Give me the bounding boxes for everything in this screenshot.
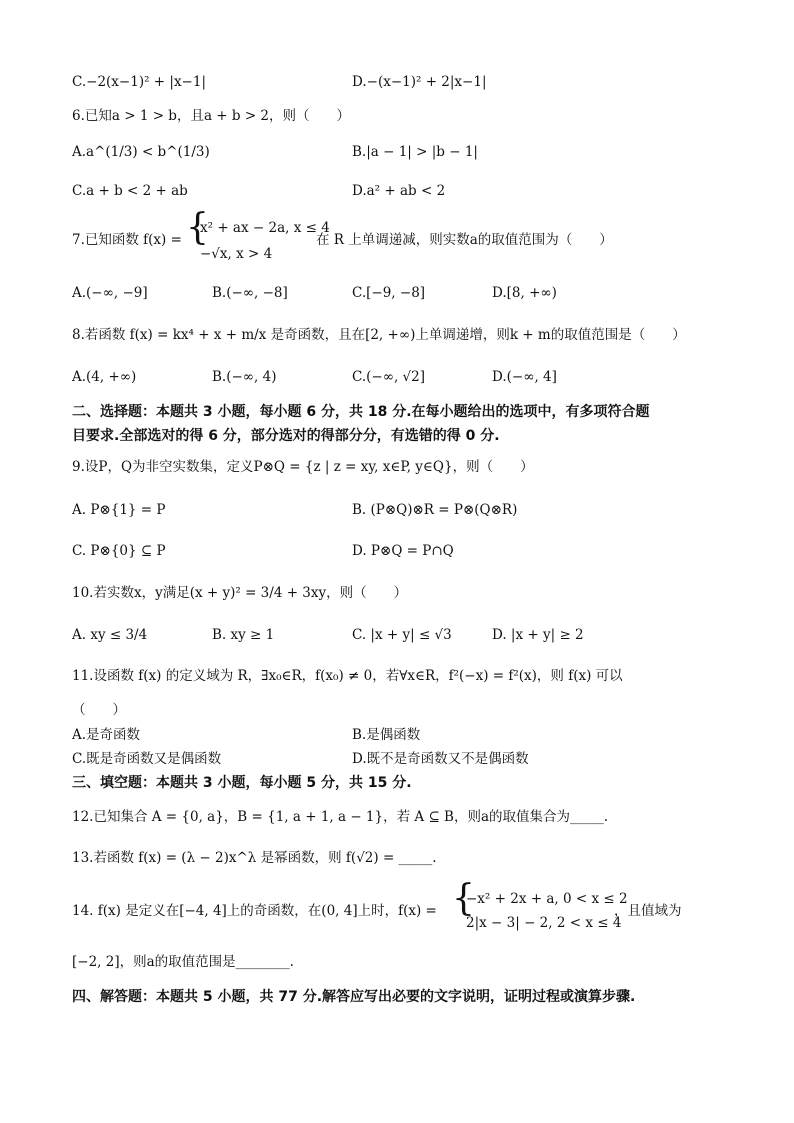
q10-option-d: D. |x + y| ≥ 2 xyxy=(492,627,584,643)
q7-option-c: C.[−9, −8] xyxy=(352,285,426,301)
q14-case-1: −x² + 2x + a, 0 < x ≤ 2 xyxy=(466,891,628,907)
q8-option-d: D.(−∞, 4] xyxy=(492,369,557,385)
q14-line-2: [−2, 2]，则a的取值范围是________. xyxy=(72,954,294,970)
q11-option-c: C.既是奇函数又是偶函数 xyxy=(72,751,222,767)
q11-option-a: A.是奇函数 xyxy=(72,727,141,743)
q7-brace: { xyxy=(186,207,209,248)
q8-option-c: C.(−∞, √2] xyxy=(352,369,426,385)
q14-brace: { xyxy=(452,878,475,919)
q8-option-b: B.(−∞, 4) xyxy=(212,369,277,385)
q5-option-c: C.−2(x−1)² + |x−1| xyxy=(72,74,207,90)
q7-suffix: 在 R 上单调递减，则实数a的取值范围为（ ） xyxy=(316,232,613,248)
q6-option-b: B.|a − 1| > |b − 1| xyxy=(352,144,478,160)
q14-case-2: 2|x − 3| − 2, 2 < x ≤ 4 xyxy=(466,915,622,931)
q9-option-d: D. P⊗Q = P∩Q xyxy=(352,543,454,559)
section-2-title-line-1: 二、选择题：本题共 3 小题，每小题 6 分，共 18 分.在每小题给出的选项中，有多项符合题 xyxy=(72,404,650,420)
q7-prefix: 7.已知函数 f(x) = xyxy=(72,232,182,248)
section-3-title: 三、填空题：本题共 3 小题，每小题 5 分，共 15 分. xyxy=(72,775,412,791)
q12-stem: 12.已知集合 A = {0, a}，B = {1, a + 1, a − 1}，若 A ⊆ B，则a的取值集合为_____. xyxy=(72,809,609,825)
q8-stem: 8.若函数 f(x) = kx⁴ + x + m/x 是奇函数，且在[2, +∞)上单调递增，则k + m的取值范围是（ ） xyxy=(72,327,686,343)
q14-prefix: 14. f(x) 是定义在[−4, 4]上的奇函数，在(0, 4]上时，f(x) = xyxy=(72,903,437,919)
q6-option-a: A.a^(1/3) < b^(1/3) xyxy=(72,144,210,160)
q5-option-d: D.−(x−1)² + 2|x−1| xyxy=(352,74,487,90)
q14-suffix: ，且值域为 xyxy=(614,903,682,919)
q10-option-b: B. xy ≥ 1 xyxy=(212,627,275,643)
q10-option-a: A. xy ≤ 3/4 xyxy=(72,627,148,643)
section-2-title-line-2: 目要求.全部选对的得 6 分，部分选对的得部分分，有选错的得 0 分. xyxy=(72,428,500,444)
q9-option-a: A. P⊗{1} = P xyxy=(72,502,166,518)
q10-stem: 10.若实数x，y满足(x + y)² = 3/4 + 3xy，则（ ） xyxy=(72,585,408,601)
q11-option-b: B.是偶函数 xyxy=(352,727,421,743)
section-4-title: 四、解答题：本题共 5 小题，共 77 分.解答应写出必要的文字说明，证明过程或演算步骤. xyxy=(72,989,636,1005)
q7-option-b: B.(−∞, −8] xyxy=(212,285,288,301)
q7-option-a: A.(−∞, −9] xyxy=(72,285,148,301)
q10-option-c: C. |x + y| ≤ √3 xyxy=(352,627,452,643)
q11-option-d: D.既不是奇函数又不是偶函数 xyxy=(352,751,529,767)
q7-option-d: D.[8, +∞) xyxy=(492,285,557,301)
q11-stem: 11.设函数 f(x) 的定义域为 R，∃x₀∈R，f(x₀) ≠ 0，若∀x∈R，f²(−x) = f²(x)，则 f(x) 可以 xyxy=(72,668,623,684)
q9-option-b: B. (P⊗Q)⊗R = P⊗(Q⊗R) xyxy=(352,502,518,518)
q6-stem: 6.已知a > 1 > b，且a + b > 2，则（ ） xyxy=(72,108,351,124)
q9-stem: 9.设P，Q为非空实数集，定义P⊗Q = {z | z = xy, x∈P, y∈Q}，则（ ） xyxy=(72,459,534,475)
q13-stem: 13.若函数 f(x) = (λ − 2)x^λ 是幂函数，则 f(√2) = _____. xyxy=(72,850,437,866)
q6-option-d: D.a² + ab < 2 xyxy=(352,183,446,199)
q6-option-c: C.a + b < 2 + ab xyxy=(72,183,188,199)
q7-case-1: x² + ax − 2a, x ≤ 4 xyxy=(200,220,330,236)
q8-option-a: A.(4, +∞) xyxy=(72,369,137,385)
q9-option-c: C. P⊗{0} ⊆ P xyxy=(72,543,166,559)
q7-case-2: −√x, x > 4 xyxy=(200,246,273,262)
q11-paren: （ ） xyxy=(72,702,126,718)
